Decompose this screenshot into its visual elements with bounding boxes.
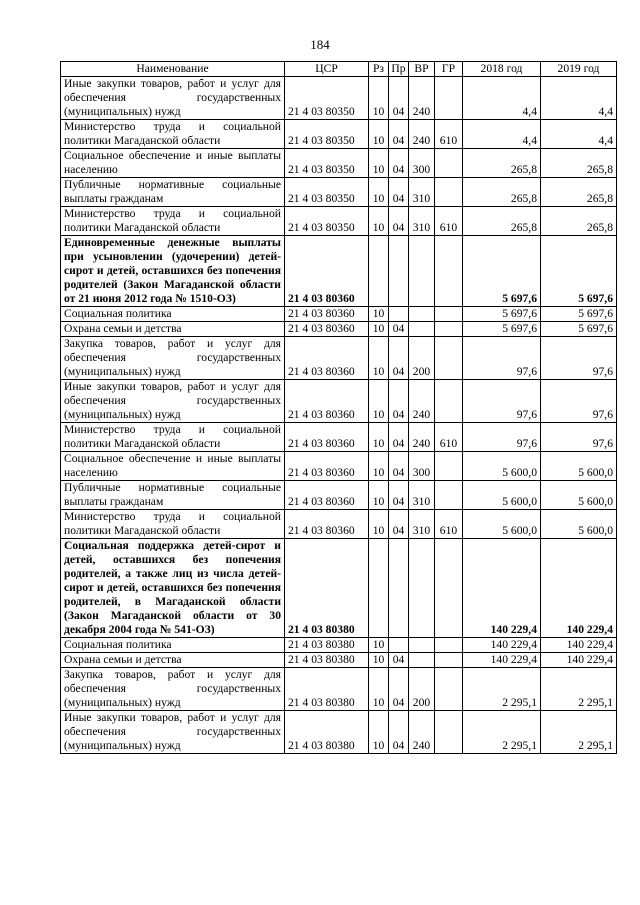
cell-2019: 4,4	[541, 77, 617, 120]
cell-vr: 240	[409, 77, 435, 120]
cell-2018: 97,6	[463, 423, 541, 452]
cell-2019: 140 229,4	[541, 539, 617, 638]
cell-name: Министерство труда и социальной политики Магаданской области	[61, 423, 285, 452]
cell-csr: 21 4 03 80380	[285, 668, 369, 711]
cell-2018: 97,6	[463, 380, 541, 423]
cell-name: Иные закупки товаров, работ и услуг для обеспечения государственных (муниципальных) нужд	[61, 77, 285, 120]
cell-2019: 97,6	[541, 337, 617, 380]
cell-gr: 610	[435, 120, 463, 149]
cell-2018: 4,4	[463, 120, 541, 149]
cell-pr: 04	[389, 337, 409, 380]
cell-csr: 21 4 03 80350	[285, 120, 369, 149]
cell-vr	[409, 236, 435, 307]
cell-2018: 5 697,6	[463, 307, 541, 322]
cell-2018: 265,8	[463, 207, 541, 236]
cell-rz: 10	[369, 380, 389, 423]
cell-name: Социальная поддержка детей-сирот и детей, оставшихся без попечения родителей, а также лиц из числа детей-сирот и детей, оставшихся без попечения родителей, в Магаданской области (Закон Магаданской области от 30 декабря 2004 года № 541-ОЗ)	[61, 539, 285, 638]
cell-pr: 04	[389, 653, 409, 668]
cell-gr	[435, 668, 463, 711]
cell-csr: 21 4 03 80360	[285, 423, 369, 452]
cell-2019: 5 697,6	[541, 236, 617, 307]
cell-2018: 2 295,1	[463, 711, 541, 754]
cell-rz: 10	[369, 178, 389, 207]
cell-vr: 310	[409, 178, 435, 207]
cell-csr: 21 4 03 80360	[285, 236, 369, 307]
cell-2019: 265,8	[541, 207, 617, 236]
cell-rz: 10	[369, 207, 389, 236]
cell-2019: 5 697,6	[541, 307, 617, 322]
cell-pr: 04	[389, 77, 409, 120]
cell-pr	[389, 638, 409, 653]
cell-gr	[435, 236, 463, 307]
table-row	[61, 711, 617, 754]
cell-rz: 10	[369, 77, 389, 120]
table-row	[61, 668, 617, 711]
cell-csr: 21 4 03 80380	[285, 539, 369, 638]
cell-rz: 10	[369, 711, 389, 754]
cell-vr: 310	[409, 481, 435, 510]
cell-pr: 04	[389, 481, 409, 510]
table-body	[61, 77, 617, 754]
cell-pr: 04	[389, 207, 409, 236]
cell-vr: 310	[409, 207, 435, 236]
cell-gr	[435, 481, 463, 510]
cell-name: Публичные нормативные социальные выплаты гражданам	[61, 481, 285, 510]
cell-gr	[435, 149, 463, 178]
cell-pr: 04	[389, 322, 409, 337]
cell-vr: 310	[409, 510, 435, 539]
cell-vr: 300	[409, 149, 435, 178]
cell-vr	[409, 539, 435, 638]
cell-gr	[435, 380, 463, 423]
cell-pr: 04	[389, 380, 409, 423]
cell-2018: 140 229,4	[463, 653, 541, 668]
budget-table	[60, 61, 617, 754]
cell-vr: 240	[409, 380, 435, 423]
cell-rz: 10	[369, 510, 389, 539]
cell-2019: 97,6	[541, 423, 617, 452]
cell-csr: 21 4 03 80350	[285, 149, 369, 178]
cell-2019: 265,8	[541, 149, 617, 178]
cell-csr: 21 4 03 80360	[285, 481, 369, 510]
cell-2018: 5 697,6	[463, 236, 541, 307]
cell-2018: 4,4	[463, 77, 541, 120]
cell-csr: 21 4 03 80360	[285, 307, 369, 322]
cell-pr: 04	[389, 149, 409, 178]
cell-vr: 240	[409, 711, 435, 754]
cell-rz: 10	[369, 307, 389, 322]
cell-vr	[409, 307, 435, 322]
cell-2018: 5 600,0	[463, 481, 541, 510]
table-row	[61, 149, 617, 178]
cell-pr: 04	[389, 711, 409, 754]
table-row	[61, 452, 617, 481]
column-header-name: Наименование	[61, 62, 285, 77]
cell-2019: 140 229,4	[541, 653, 617, 668]
cell-csr: 21 4 03 80350	[285, 77, 369, 120]
cell-gr	[435, 452, 463, 481]
cell-csr: 21 4 03 80360	[285, 380, 369, 423]
cell-gr	[435, 322, 463, 337]
cell-rz: 10	[369, 481, 389, 510]
cell-rz: 10	[369, 638, 389, 653]
cell-2018: 2 295,1	[463, 668, 541, 711]
cell-gr	[435, 711, 463, 754]
cell-2019: 5 600,0	[541, 452, 617, 481]
cell-csr: 21 4 03 80380	[285, 711, 369, 754]
table-row	[61, 539, 617, 638]
cell-2019: 2 295,1	[541, 711, 617, 754]
cell-csr: 21 4 03 80380	[285, 653, 369, 668]
cell-vr	[409, 322, 435, 337]
cell-2018: 140 229,4	[463, 638, 541, 653]
cell-gr	[435, 307, 463, 322]
cell-2019: 5 600,0	[541, 510, 617, 539]
table-row	[61, 77, 617, 120]
cell-rz	[369, 236, 389, 307]
table-row	[61, 510, 617, 539]
cell-name: Министерство труда и социальной политики Магаданской области	[61, 120, 285, 149]
table-row	[61, 207, 617, 236]
table-row	[61, 638, 617, 653]
cell-name: Министерство труда и социальной политики Магаданской области	[61, 510, 285, 539]
cell-gr	[435, 638, 463, 653]
table-row	[61, 307, 617, 322]
cell-pr	[389, 539, 409, 638]
cell-pr	[389, 307, 409, 322]
cell-2018: 97,6	[463, 337, 541, 380]
cell-2018: 5 697,6	[463, 322, 541, 337]
cell-name: Министерство труда и социальной политики Магаданской области	[61, 207, 285, 236]
cell-2019: 140 229,4	[541, 638, 617, 653]
cell-2019: 2 295,1	[541, 668, 617, 711]
cell-pr	[389, 236, 409, 307]
cell-name: Публичные нормативные социальные выплаты гражданам	[61, 178, 285, 207]
table-row	[61, 322, 617, 337]
cell-gr	[435, 337, 463, 380]
cell-vr: 300	[409, 452, 435, 481]
cell-rz	[369, 539, 389, 638]
cell-name: Социальная политика	[61, 307, 285, 322]
table-row	[61, 481, 617, 510]
cell-name: Иные закупки товаров, работ и услуг для обеспечения государственных (муниципальных) нужд	[61, 380, 285, 423]
cell-csr: 21 4 03 80360	[285, 510, 369, 539]
cell-name: Социальная политика	[61, 638, 285, 653]
table-row	[61, 120, 617, 149]
cell-csr: 21 4 03 80380	[285, 638, 369, 653]
cell-pr: 04	[389, 668, 409, 711]
cell-name: Охрана семьи и детства	[61, 653, 285, 668]
table-row	[61, 423, 617, 452]
cell-csr: 21 4 03 80360	[285, 452, 369, 481]
cell-vr	[409, 638, 435, 653]
cell-rz: 10	[369, 337, 389, 380]
cell-gr: 610	[435, 423, 463, 452]
cell-gr	[435, 539, 463, 638]
table-row	[61, 337, 617, 380]
cell-vr: 240	[409, 120, 435, 149]
cell-vr: 200	[409, 337, 435, 380]
page-number: 184	[310, 37, 330, 52]
cell-name: Иные закупки товаров, работ и услуг для обеспечения государственных (муниципальных) нужд	[61, 711, 285, 754]
cell-name: Закупка товаров, работ и услуг для обеспечения государственных (муниципальных) нужд	[61, 337, 285, 380]
cell-csr: 21 4 03 80350	[285, 178, 369, 207]
cell-vr: 200	[409, 668, 435, 711]
cell-2019: 97,6	[541, 380, 617, 423]
cell-2018: 5 600,0	[463, 452, 541, 481]
cell-csr: 21 4 03 80360	[285, 322, 369, 337]
table-row	[61, 380, 617, 423]
cell-2018: 265,8	[463, 149, 541, 178]
cell-2019: 265,8	[541, 178, 617, 207]
cell-pr: 04	[389, 423, 409, 452]
cell-pr: 04	[389, 120, 409, 149]
cell-2018: 265,8	[463, 178, 541, 207]
cell-name: Закупка товаров, работ и услуг для обеспечения государственных (муниципальных) нужд	[61, 668, 285, 711]
cell-pr: 04	[389, 510, 409, 539]
cell-name: Единовременные денежные выплаты при усыновлении (удочерении) детей-сирот и детей, оставшихся без попечения родителей (Закон Магаданской области от 21 июня 2012 года № 1510-ОЗ)	[61, 236, 285, 307]
cell-rz: 10	[369, 653, 389, 668]
column-header-2018: 2018 год	[463, 62, 541, 77]
cell-name: Охрана семьи и детства	[61, 322, 285, 337]
cell-rz: 10	[369, 149, 389, 178]
cell-gr	[435, 77, 463, 120]
cell-name: Социальное обеспечение и иные выплаты населению	[61, 149, 285, 178]
cell-2018: 140 229,4	[463, 539, 541, 638]
cell-rz: 10	[369, 423, 389, 452]
table-row	[61, 653, 617, 668]
cell-2019: 5 697,6	[541, 322, 617, 337]
cell-2018: 5 600,0	[463, 510, 541, 539]
cell-2019: 4,4	[541, 120, 617, 149]
cell-pr: 04	[389, 452, 409, 481]
column-header-rz: Рз	[369, 62, 389, 77]
cell-name: Социальное обеспечение и иные выплаты населению	[61, 452, 285, 481]
column-header-2019: 2019 год	[541, 62, 617, 77]
column-header-pr: Пр	[389, 62, 409, 77]
table-header-row	[61, 62, 617, 77]
cell-vr	[409, 653, 435, 668]
cell-2019: 5 600,0	[541, 481, 617, 510]
cell-rz: 10	[369, 120, 389, 149]
cell-rz: 10	[369, 322, 389, 337]
column-header-vr: ВР	[409, 62, 435, 77]
cell-gr: 610	[435, 207, 463, 236]
cell-csr: 21 4 03 80350	[285, 207, 369, 236]
table-row	[61, 178, 617, 207]
cell-rz: 10	[369, 452, 389, 481]
table-row	[61, 236, 617, 307]
column-header-csr: ЦСР	[285, 62, 369, 77]
cell-csr: 21 4 03 80360	[285, 337, 369, 380]
cell-rz: 10	[369, 668, 389, 711]
cell-gr	[435, 178, 463, 207]
cell-vr: 240	[409, 423, 435, 452]
column-header-gr: ГР	[435, 62, 463, 77]
cell-gr	[435, 653, 463, 668]
cell-pr: 04	[389, 178, 409, 207]
cell-gr: 610	[435, 510, 463, 539]
